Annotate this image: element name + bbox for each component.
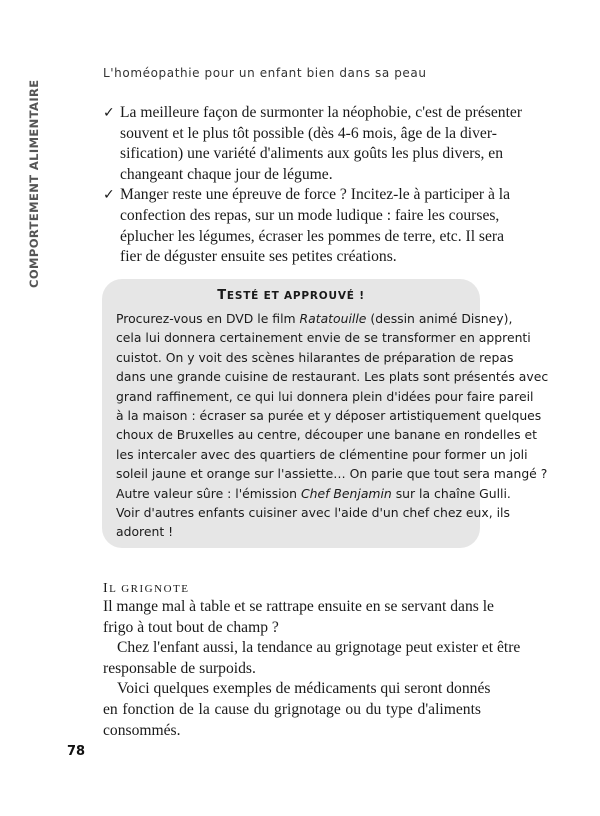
bullet-list xyxy=(103,103,523,268)
section-body xyxy=(103,597,521,741)
text-line: dans une grande cuisine de restaurant. Les plats sont présentés avec xyxy=(116,369,549,385)
tip-box-text xyxy=(116,309,549,542)
check-icon: ✓ xyxy=(103,187,115,204)
text-line: Chez l'enfant aussi, la tendance au grignotage peut exister et être xyxy=(117,639,521,657)
tip-box xyxy=(102,279,549,548)
text-line: en fonction de la cause du grignotage ou du type d'aliments xyxy=(103,700,481,718)
text-line: fier de déguster ensuite ses petites créations. xyxy=(120,248,397,266)
text-line: choux de Bruxelles au centre, découper une banane en rondelles et xyxy=(116,427,537,443)
show-title: Chef Benjamin xyxy=(300,485,392,501)
text-line: soleil jaune et orange sur l'assiette… On parie que tout sera mangé ? xyxy=(116,466,548,482)
text-line: Voici quelques exemples de médicaments qui seront donnés xyxy=(117,680,491,698)
paragraph xyxy=(103,638,521,659)
text-line: les intercaler avec des quartiers de clémentine pour former un joli xyxy=(116,446,528,462)
film-title: Ratatouille xyxy=(299,311,367,326)
text-line: éplucher les légumes, écraser les pommes de terre, etc. Il sera xyxy=(120,227,505,245)
text-line: grand raffinement, ce qui lui donnera plein d'idées pour faire pareil xyxy=(116,388,534,404)
text-line: changeant chaque jour de légume. xyxy=(120,165,333,183)
text-line: responsable de surpoids. xyxy=(103,659,256,677)
bullet-item xyxy=(103,103,523,185)
section-heading: IL GRIGNOTE xyxy=(103,581,190,596)
text-line: Autre valeur sûre : l'émission Chef Benjamin sur la chaîne Gulli. xyxy=(116,485,511,501)
text-line: souvent et le plus tôt possible (dès 4-6 mois, âge de la diver- xyxy=(120,124,497,142)
tip-box-title: TESTÉ ET APPROUVÉ ! xyxy=(217,288,365,303)
page-number: 78 xyxy=(67,744,86,759)
running-header: L'homéopathie pour un enfant bien dans sa peau xyxy=(103,66,427,80)
bullet-item xyxy=(103,185,511,267)
text-line: sification) une variété d'aliments aux goûts les plus divers, en xyxy=(120,145,504,163)
text-line: cela lui donnera certainement envie de se transformer en apprenti xyxy=(116,330,531,346)
paragraph xyxy=(103,659,481,680)
check-icon: ✓ xyxy=(103,105,115,121)
text-line: consommés. xyxy=(103,721,181,739)
text-line: adorent ! xyxy=(116,524,174,540)
text-line: Voir d'autres enfants cuisiner avec l'aide d'un chef chez eux, ils xyxy=(116,505,510,521)
side-section-label: COMPORTEMENT ALIMENTAIRE xyxy=(27,79,41,288)
text-line: Manger reste une épreuve de force ? Incitez-le à participer à la xyxy=(120,186,511,204)
paragraph xyxy=(103,700,481,741)
paragraph xyxy=(103,597,494,638)
text-line: Procurez-vous en DVD le film Ratatouille (dessin animé Disney), xyxy=(116,311,513,326)
text-line: à la maison : écraser sa purée et y déposer artistiquement quelques xyxy=(116,408,542,424)
text-line: cuistot. On y voit des scènes hilarantes de préparation de repas xyxy=(116,349,514,365)
text-line: Il mange mal à table et se rattrape ensuite en se servant dans le xyxy=(103,598,494,615)
text-line: La meilleure façon de surmonter la néophobie, c'est de présenter xyxy=(120,104,523,121)
text-line: confection des repas, sur un mode ludique : faire les courses, xyxy=(120,206,500,224)
paragraph xyxy=(103,679,491,700)
text-line: frigo à tout bout de champ ? xyxy=(103,618,279,636)
